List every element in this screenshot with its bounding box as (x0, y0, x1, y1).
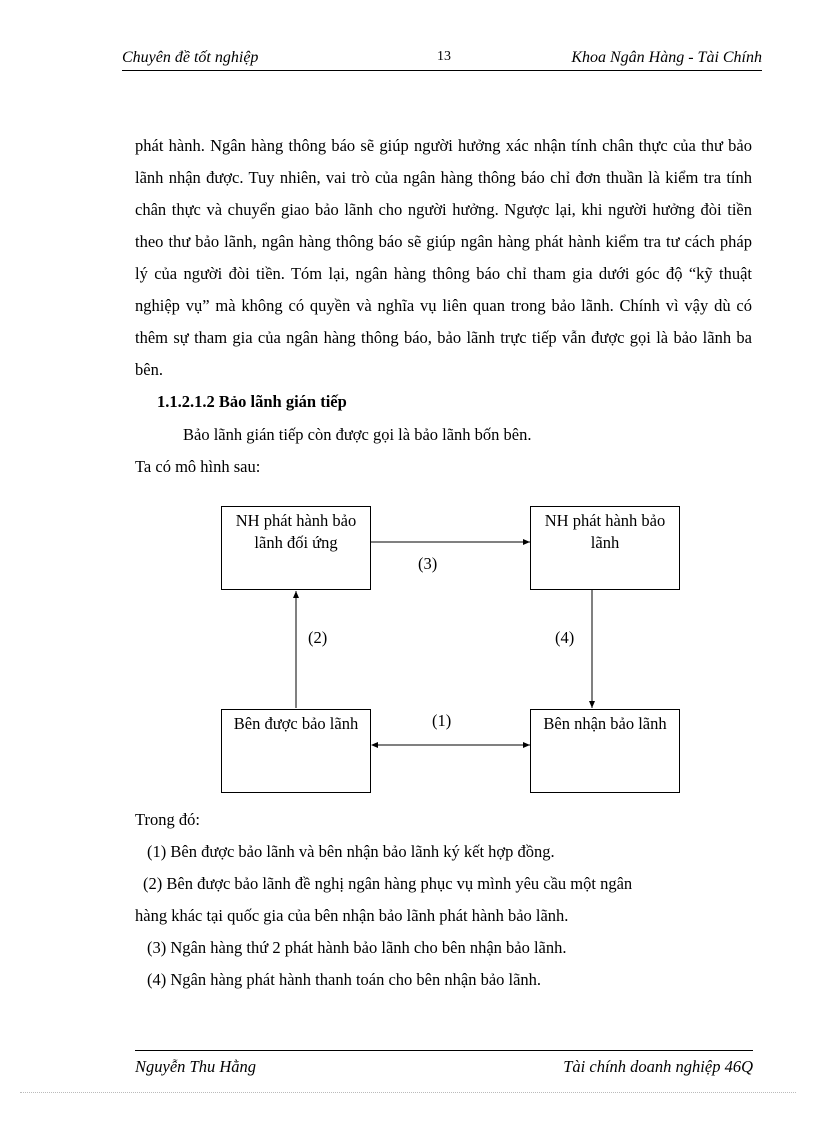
explanation-item-1: (1) Bên được bảo lãnh và bên nhận bảo lãnh ký kết hợp đồng. (147, 842, 555, 861)
explanation-item-4: (4) Ngân hàng phát hành thanh toán cho bên nhận bảo lãnh. (147, 970, 542, 989)
explanation-title: Trong đó: (135, 810, 200, 829)
page-footer (135, 1050, 753, 1081)
label-2: (2) (308, 628, 328, 647)
section-heading: 1.1.2.1.2 Bảo lãnh gián tiếp (157, 392, 347, 411)
counter-guarantee-bank-box: NH phát hành bảo lãnh đối ứng (221, 506, 371, 590)
model-line: Ta có mô hình sau: (135, 457, 261, 476)
issuing-bank-box: NH phát hành bảo lãnh (530, 506, 680, 590)
explanation-item-3: (3) Ngân hàng thứ 2 phát hành bảo lãnh cho bên nhận bảo lãnh. (147, 938, 567, 957)
label-3: (3) (418, 554, 438, 573)
body-paragraph: phát hành. Ngân hàng thông báo sẽ giúp người hưởng xác nhận tính chân thực của thư bảo lãnh nhận được. Tuy nhiên, vai trò của ngân hàng thông báo chỉ đơn thuần là kiểm tra tính chân thực và chuyển giao bảo lãnh cho người hưởng. Ngược lại, khi người hưởng đòi tiền theo thư bảo lãnh, ngân hàng thông báo sẽ giúp ngân hàng phát hành kiểm tra tư cách pháp lý của người đòi tiền. Tóm lại, ngân hàng thông báo chỉ tham gia dưới góc độ “kỹ thuật nghiệp vụ” mà không có quyền và nghĩa vụ liên quan trong bảo lãnh. Chính vì vậy dù có thêm sự tham gia của ngân hàng thông báo, bảo lãnh trực tiếp vẫn được gọi là bảo lãnh ba bên. (135, 136, 752, 379)
label-4: (4) (555, 628, 575, 647)
footer-author: Nguyễn Thu Hằng (135, 1057, 256, 1076)
footer-class: Tài chính doanh nghiệp 46Q (563, 1057, 753, 1076)
applicant-box: Bên được bảo lãnh (221, 709, 371, 793)
beneficiary-box: Bên nhận bảo lãnh (530, 709, 680, 793)
page-number: 13 (437, 49, 451, 64)
header-title: Chuyên đề tốt nghiệp (122, 49, 259, 66)
intro-line: Bảo lãnh gián tiếp còn được gọi là bảo lãnh bốn bên. (183, 425, 532, 444)
explanation-item-2-line-1: (2) Bên được bảo lãnh đề nghị ngân hàng phục vụ mình yêu cầu một ngân (143, 874, 633, 893)
header-faculty: Khoa Ngân Hàng - Tài Chính (571, 49, 762, 66)
explanation-item-2-line-2: hàng khác tại quốc gia của bên nhận bảo lãnh phát hành bảo lãnh. (135, 906, 569, 925)
page-bottom-divider (20, 1092, 796, 1093)
label-1: (1) (432, 711, 452, 730)
